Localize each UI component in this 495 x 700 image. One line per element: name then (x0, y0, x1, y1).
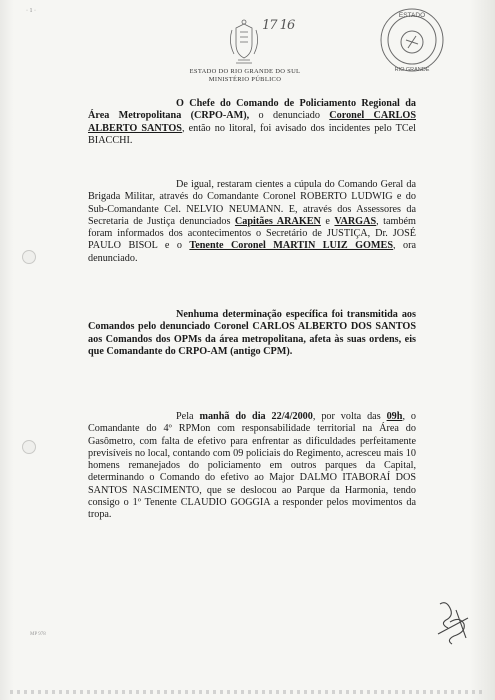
para2-and: e (320, 215, 335, 227)
para4-bold-date: manhã do dia 22/4/2000 (199, 411, 313, 422)
para2-mid: , também foram informados dos acontecimentos o Secretário de JUSTIÇA, Dr. JOSÉ PAULO BISOL e o (88, 215, 416, 252)
footer-code: MP 978 (30, 632, 46, 637)
paragraph-2 (88, 179, 416, 265)
official-stamp (376, 4, 448, 76)
para2-underlined-vargas: VARGAS (334, 215, 377, 227)
letterhead-state: ESTADO DO RIO GRANDE DO SUL (189, 68, 301, 75)
paragraph-1 (88, 98, 416, 147)
para1-underlined-name: Coronel CARLOS ALBERTO SANTOS (88, 110, 416, 134)
scan-edge-artifact (10, 690, 485, 694)
handwritten-number: 17 16 (262, 18, 295, 33)
para2-underlined-martin: Tenente Coronel MARTIN LUIZ GOMES (189, 240, 394, 252)
punch-hole-bottom (22, 440, 36, 454)
para1-text: o denunciado (249, 110, 330, 122)
para4-text: Pela (176, 411, 200, 422)
corner-mark: · 1 · (26, 8, 36, 14)
punch-hole-top (22, 250, 36, 264)
paragraph-4 (88, 411, 416, 522)
letterhead (150, 68, 340, 84)
para2-text: De igual, restaram cientes a cúpula do Comando Geral da Brigada Militar, através do Comandante Coronel ROBERTO LUDWIG e do Sub-Comandante Cel. NELVIO NEUMANN. E, através dos Assessores da Secretaria de Justiça denunciados (88, 179, 416, 227)
para2-end: , ora denunciado. (88, 240, 416, 264)
letterhead-ministry: MINISTÉRIO PÚBLICO (208, 76, 282, 83)
para4-body: , o Comandante do 4º RPMon com responsabilidade territorial na Área do Gasômetro, com falta de efetivo para enfrentar as dificuldades perfeitamente previsíveis no local, contando com 09 policiais do Regimento, acresceu mais 10 homens remanejados do policiamento em outros parques da Capital, determinando o Comando do efetivo ao Major DALMO ITABORAÍ DOS SANTOS NASCIMENTO, que se deslocou ao Parque da Harmonia, tendo consigo o 1º Tenente CLAUDIO GOGGIA a responder pelos movimentos da tropa. (88, 411, 416, 521)
para3-text: Nenhuma determinação específica foi transmitida aos Comandos pelo denunciado Coronel CARLOS ALBERTO DOS SANTOS aos Comandos dos OPMs da área metropolitana, afeta às suas ordens, eis que Comandante do CRPO-AM (antigo CPM). (88, 309, 416, 357)
paragraph-3 (88, 309, 416, 358)
para2-underlined-araken: Capitães ARAKEN (234, 215, 321, 227)
coat-of-arms-emblem (226, 18, 262, 66)
para4-underlined-time: 09h (386, 411, 403, 422)
para4-text-2: , por volta das (312, 411, 387, 422)
stamp-top-text: ESTADO (398, 12, 426, 19)
para1-end: , então no litoral, foi avisado dos incidentes pelo TCel BIACCHI. (88, 122, 417, 146)
stamp-side-text: RIO GRANDE (394, 67, 430, 73)
para1-bold-lead: O Chefe do Comando de Policiamento Regional da Área Metropolitana (CRPO-AM), (88, 98, 416, 122)
handwritten-signature (432, 598, 472, 648)
